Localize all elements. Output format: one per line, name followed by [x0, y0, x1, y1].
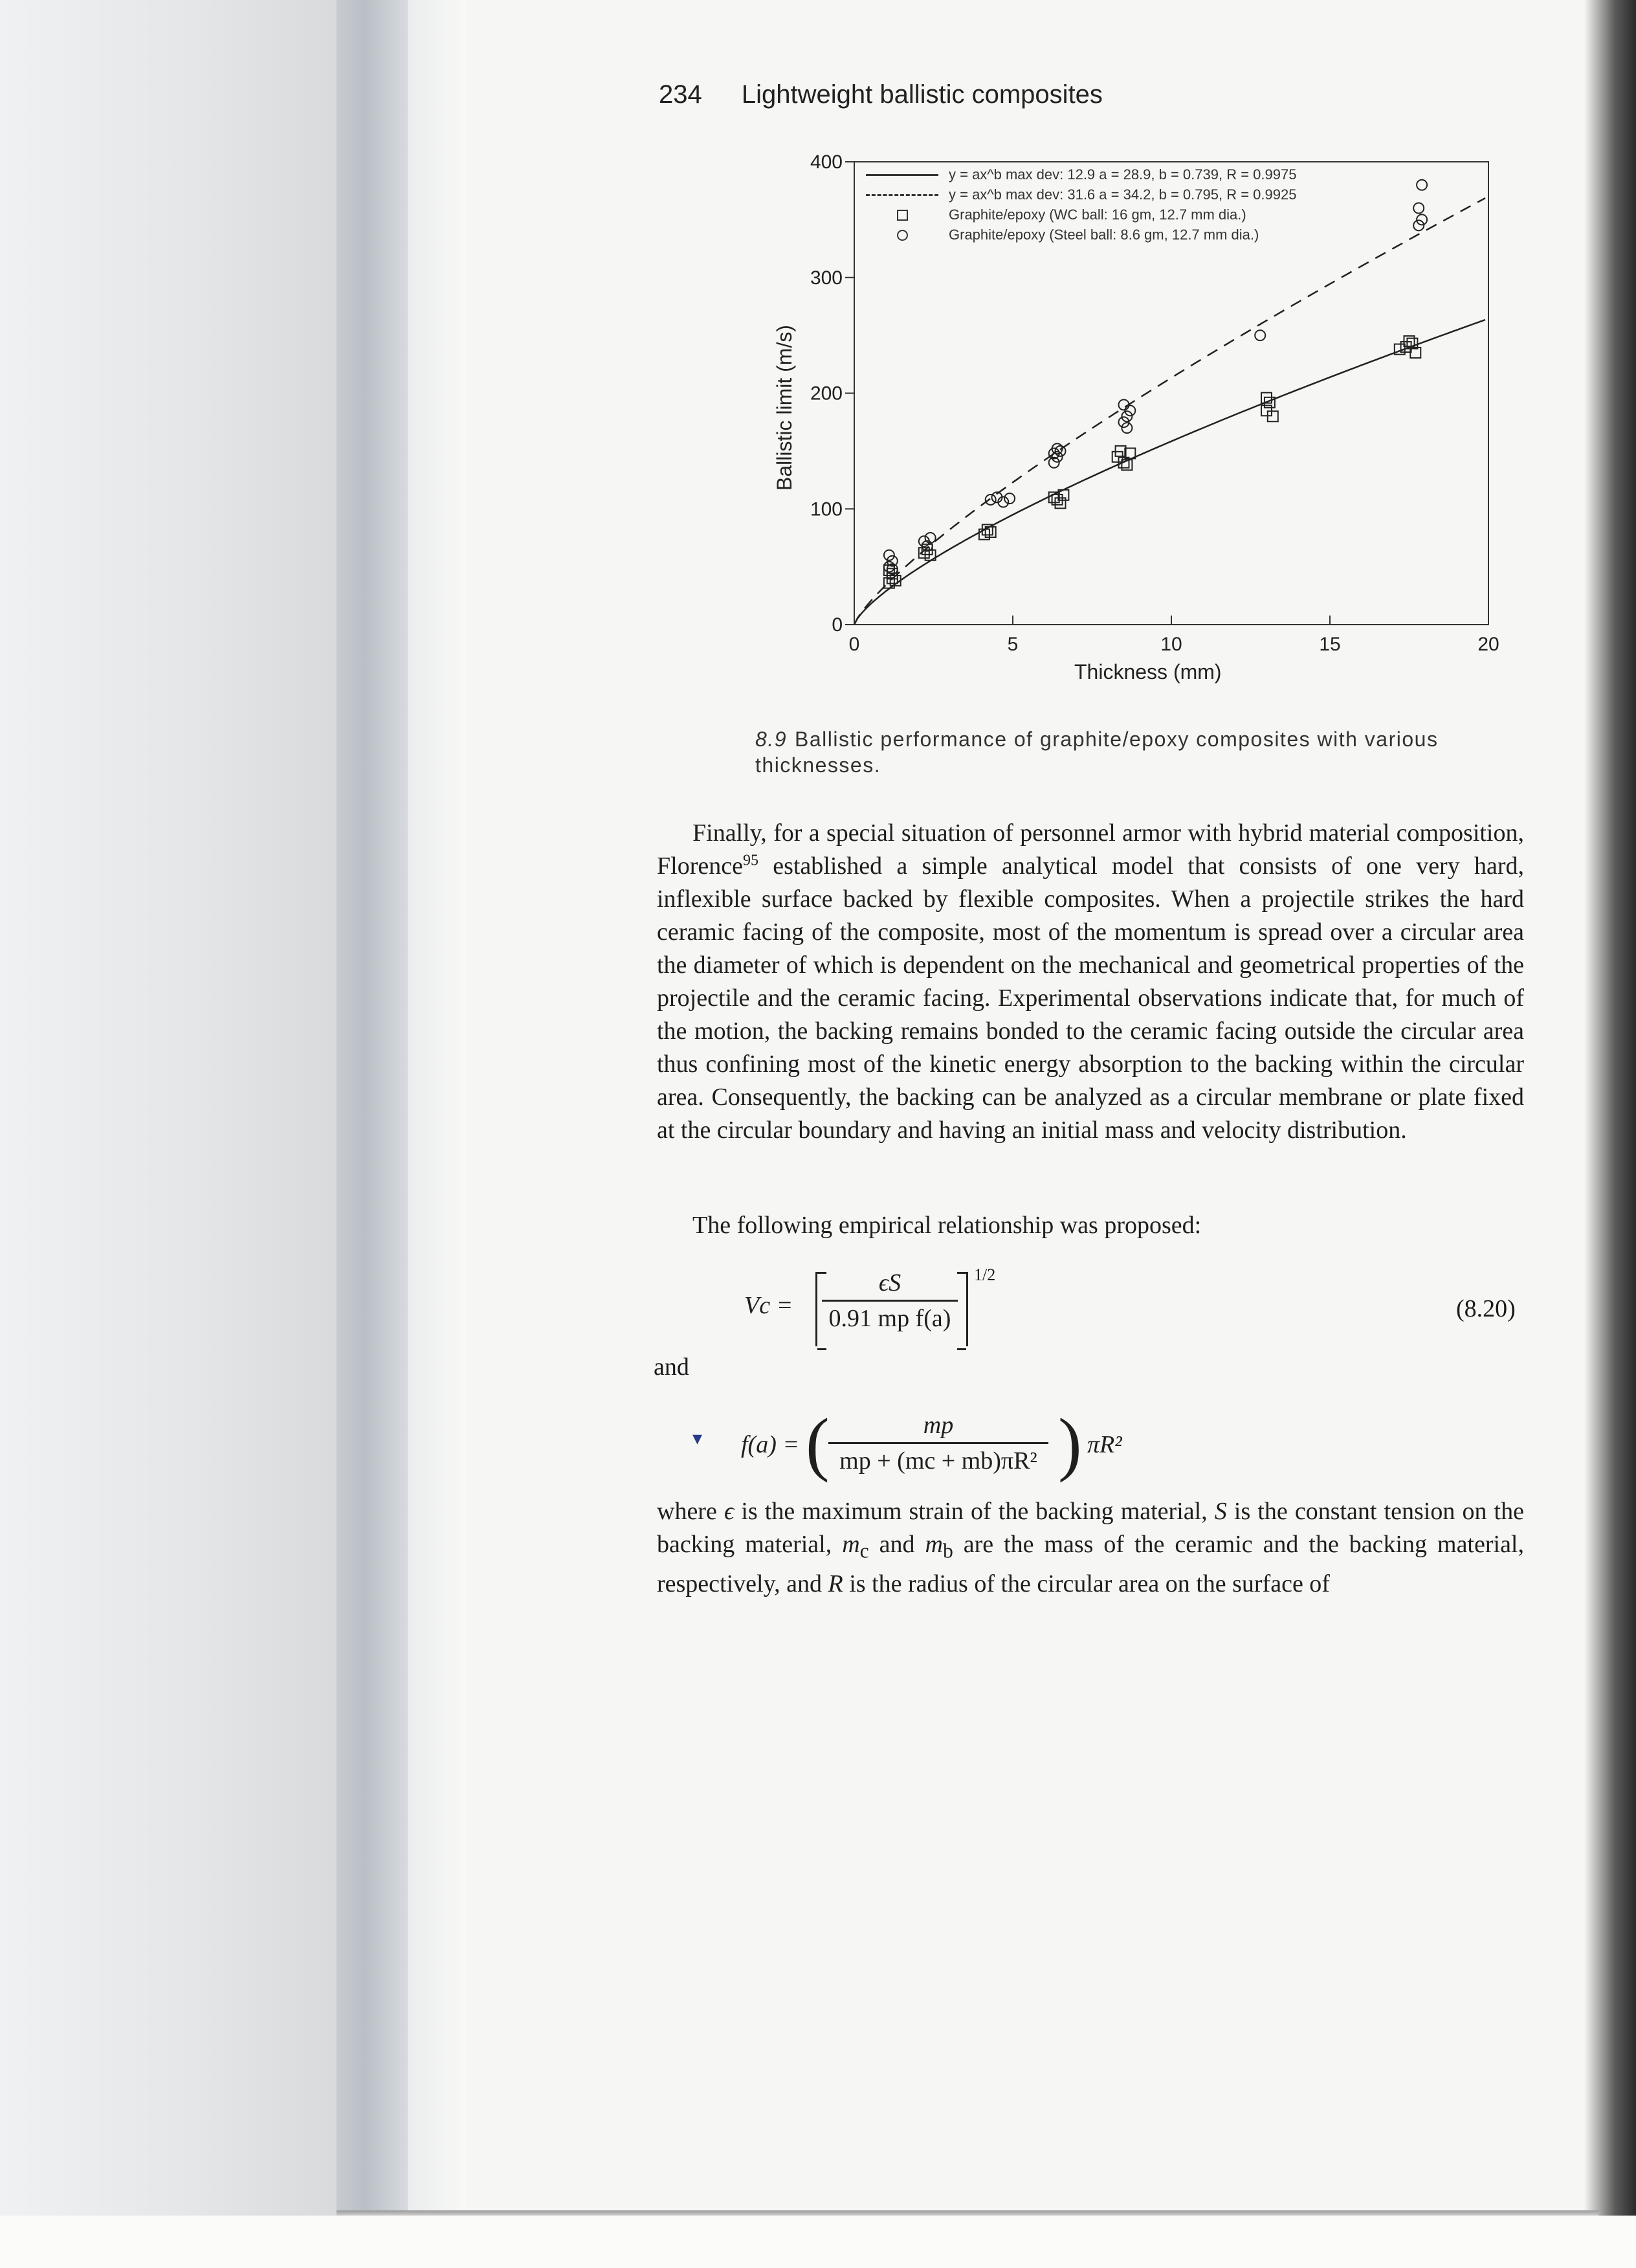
equation-f-of-a — [692, 1401, 1275, 1485]
caption-text: Ballistic performance of graphite/epoxy composites with various thicknesses. — [755, 728, 1439, 777]
running-header — [659, 80, 1103, 109]
equation-fraction — [822, 1269, 958, 1333]
paragraph-text: is the constant tension on the backing material, — [657, 1498, 1524, 1558]
connector-text: and — [654, 1353, 689, 1381]
x-tick-label: 15 — [1319, 634, 1341, 655]
x-axis-label: Thickness (mm) — [1074, 660, 1222, 684]
paragraph-text: is the radius of the circular area on the surface of — [843, 1570, 1330, 1597]
data-point-circle — [1004, 493, 1015, 504]
solid-line-swatch — [861, 168, 938, 181]
dashed-fit-line — [854, 198, 1485, 625]
symbol-mc: m — [842, 1531, 860, 1558]
paragraph-text: Finally, for a special situation of personnel armor with hybrid material composition, Florence — [657, 819, 1524, 880]
subscript: b — [942, 1539, 953, 1562]
scan-right-edge — [1584, 0, 1636, 2268]
y-axis-title — [766, 304, 804, 511]
equation-number: (8.20) — [1456, 1295, 1516, 1322]
equation-fraction — [828, 1411, 1048, 1475]
circle-marker-swatch — [861, 228, 938, 241]
solid-fit-line — [854, 320, 1485, 625]
equation-exponent: 1/2 — [974, 1265, 996, 1284]
paragraph-symbol-definitions — [657, 1495, 1524, 1601]
legend-entry-steel-ball — [861, 225, 1372, 245]
subscript: c — [859, 1539, 869, 1562]
scan-spine-band — [337, 0, 408, 2268]
paragraph-text: established a simple analytical model that consists of one very hard, inflexible surface backed by flexible composites. When a projectile strikes the hard ceramic facing of the composite, most of the momentum is spread over a circular area the diameter of which is dependent on the mechanical and geometrical properties of the projectile and the ceramic facing. Experimental observations indicate that, for much of the motion, the backing remains bonded to the ceramic facing outside the circular area thus confining most of the kinetic energy absorption to the backing within the circular area. Consequently, the backing can be analyzed as a circular membrane or plate fixed at the circular boundary and having an initial mass and velocity distribution. — [657, 852, 1524, 1144]
x-tick-label: 0 — [848, 634, 860, 655]
symbol-mb: m — [925, 1531, 943, 1558]
legend-label: y = ax^b max dev: 31.6 a = 34.2, b = 0.795, R = 0.9925 — [949, 186, 1297, 203]
equation-lhs: f(a) = — [741, 1431, 800, 1458]
y-tick-label: 0 — [832, 614, 843, 636]
chart-legend — [861, 164, 1372, 245]
running-title: Lightweight ballistic composites — [741, 80, 1103, 109]
fraction-numerator: mp — [923, 1412, 954, 1439]
x-tick-label: 20 — [1477, 634, 1499, 655]
paragraph-text: and — [868, 1531, 925, 1558]
y-axis-label: Ballistic limit (m/s) — [773, 325, 796, 491]
x-tick-label: 5 — [1007, 634, 1019, 655]
legend-label: Graphite/epoxy (Steel ball: 8.6 gm, 12.7 mm dia.) — [949, 226, 1259, 243]
symbol-epsilon: ϵ — [724, 1498, 735, 1525]
symbol-r: R — [828, 1570, 843, 1597]
paragraph-florence-model — [657, 817, 1524, 1147]
legend-label: Graphite/epoxy (WC ball: 16 gm, 12.7 mm dia.) — [949, 206, 1246, 223]
page-bottom-edge — [337, 2210, 1598, 2216]
fraction-denominator: 0.91 mp f(a) — [828, 1305, 951, 1332]
paragraph-text: is the maximum strain of the backing material, — [734, 1498, 1215, 1525]
y-tick-label: 100 — [810, 498, 843, 520]
scan-background — [0, 2216, 1636, 2268]
pen-mark-dot: ▾ — [692, 1428, 703, 1449]
square-marker-swatch — [861, 208, 938, 221]
dashed-line-swatch — [861, 188, 938, 201]
legend-label: y = ax^b max dev: 12.9 a = 28.9, b = 0.739, R = 0.9975 — [949, 166, 1297, 183]
y-tick-label: 300 — [810, 267, 843, 289]
data-point-circle — [1413, 203, 1424, 214]
fraction-denominator: mp + (mc + mb)πR² — [839, 1447, 1037, 1474]
right-paren: ) — [1058, 1404, 1082, 1483]
legend-entry-solid-fit — [861, 164, 1372, 184]
x-tick-label: 10 — [1160, 634, 1182, 655]
y-tick-label: 400 — [810, 151, 843, 173]
fraction-numerator: ϵS — [878, 1269, 901, 1296]
paragraph-relationship-intro: The following empirical relationship was proposed: — [692, 1212, 1202, 1239]
figure-caption — [755, 726, 1532, 778]
reference-superscript: 95 — [742, 852, 758, 869]
paragraph-text: where — [657, 1498, 724, 1525]
page-number: 234 — [659, 80, 702, 109]
legend-entry-dashed-fit — [861, 184, 1372, 205]
data-point-circle — [986, 495, 996, 505]
data-point-circle — [1255, 330, 1265, 340]
equation-lhs: Vc = — [744, 1292, 793, 1319]
figure-number: 8.9 — [755, 728, 787, 751]
y-tick-label: 200 — [810, 383, 843, 405]
left-paren: ( — [806, 1404, 830, 1483]
paragraph-text: are the mass of the ceramic and the backing material, respectively, and — [657, 1531, 1524, 1597]
equation-8-20 — [744, 1265, 1527, 1350]
data-point-circle — [1417, 180, 1427, 190]
legend-entry-wc-ball — [861, 205, 1372, 225]
equation-tail: πR² — [1087, 1431, 1122, 1458]
symbol-s: S — [1214, 1498, 1227, 1525]
